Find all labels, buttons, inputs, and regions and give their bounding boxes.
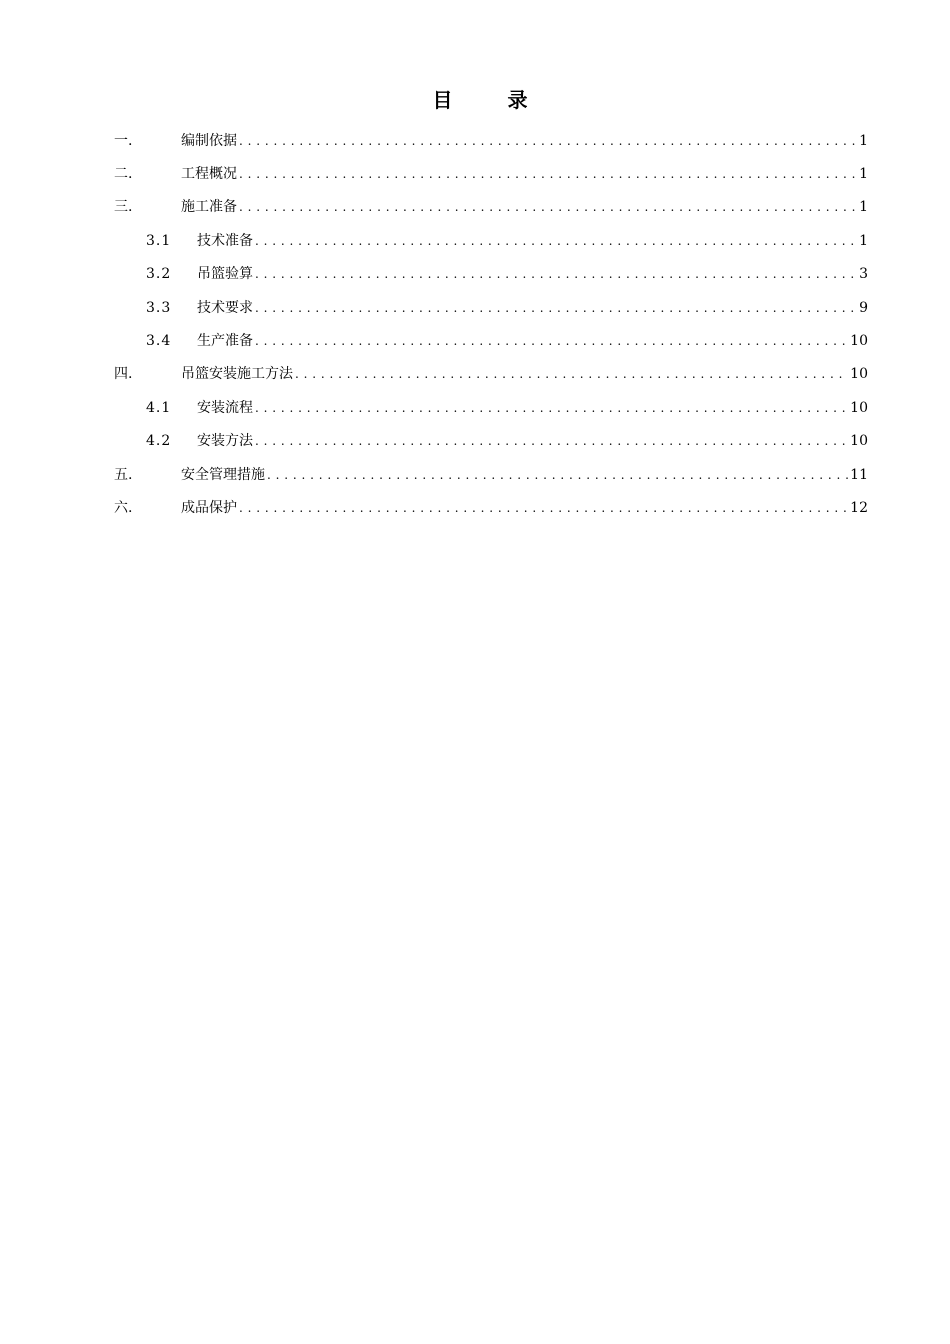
toc-entry-number: 4.1: [146, 399, 172, 416]
toc-entry-page: 1: [859, 199, 868, 216]
toc-entry-page: 1: [859, 132, 868, 149]
toc-entry-number: 3.1: [146, 232, 172, 249]
toc-dot-leader: [239, 498, 848, 518]
toc-entry-number: 3.4: [146, 333, 172, 350]
toc-dot-leader: [267, 465, 848, 485]
toc-subentry[interactable]: [114, 258, 868, 291]
toc-entry-number: 五.: [114, 466, 133, 483]
toc-entry-text: 安装流程: [197, 399, 253, 416]
toc-list: [114, 124, 868, 525]
toc-entry[interactable]: [114, 124, 868, 157]
toc-title: 目 录: [432, 88, 552, 112]
toc-entry-number: 3.2: [146, 266, 172, 283]
toc-entry-text: 生产准备: [197, 333, 253, 350]
toc-entry-number: 一.: [114, 132, 133, 149]
toc-entry-page: 10: [850, 433, 868, 450]
toc-entry-page: 10: [850, 333, 868, 350]
toc-entry-text: 工程概况: [181, 166, 237, 183]
toc-entry-number: 二.: [114, 166, 133, 183]
toc-entry-number: 3.3: [146, 299, 172, 316]
toc-entry[interactable]: [114, 191, 868, 224]
toc-entry-text: 安全管理措施: [181, 466, 265, 483]
toc-entry-text: 吊篮验算: [197, 266, 253, 283]
toc-subentry[interactable]: [114, 291, 868, 324]
toc-entry-number: 六.: [114, 499, 133, 516]
toc-entry-page: 12: [850, 499, 868, 516]
toc-entry[interactable]: [114, 458, 868, 491]
toc-entry-text: 施工准备: [181, 199, 237, 216]
toc-entry-page: 1: [859, 166, 868, 183]
toc-dot-leader: [255, 331, 848, 351]
toc-dot-leader: [255, 431, 848, 451]
toc-entry-page: 11: [850, 466, 868, 483]
toc-dot-leader: [295, 364, 848, 384]
toc-entry-text: 成品保护: [181, 499, 237, 516]
toc-dot-leader: [255, 231, 857, 251]
toc-dot-leader: [255, 264, 857, 284]
toc-entry-page: 3: [859, 266, 868, 283]
toc-entry-page: 10: [850, 399, 868, 416]
toc-entry[interactable]: [114, 491, 868, 524]
toc-dot-leader: [239, 197, 857, 217]
toc-subentry[interactable]: [114, 425, 868, 458]
toc-dot-leader: [255, 298, 857, 318]
toc-entry-text: 技术准备: [197, 232, 253, 249]
toc-dot-leader: [255, 398, 848, 418]
toc-entry-number: 四.: [114, 366, 133, 383]
toc-entry-number: 三.: [114, 199, 133, 216]
toc-entry-text: 安装方法: [197, 433, 253, 450]
toc-entry-number: 4.2: [146, 433, 172, 450]
toc-dot-leader: [239, 131, 857, 151]
toc-subentry[interactable]: [114, 224, 868, 257]
toc-entry[interactable]: [114, 157, 868, 190]
toc-subentry[interactable]: [114, 391, 868, 424]
toc-entry-text: 吊篮安装施工方法: [181, 366, 293, 383]
toc-entry[interactable]: [114, 358, 868, 391]
toc-entry-text: 编制依据: [181, 132, 237, 149]
toc-entry-page: 9: [859, 299, 868, 316]
toc-entry-page: 10: [850, 366, 868, 383]
toc-entry-page: 1: [859, 232, 868, 249]
toc-subentry[interactable]: [114, 324, 868, 357]
toc-entry-text: 技术要求: [197, 299, 253, 316]
toc-dot-leader: [239, 164, 857, 184]
